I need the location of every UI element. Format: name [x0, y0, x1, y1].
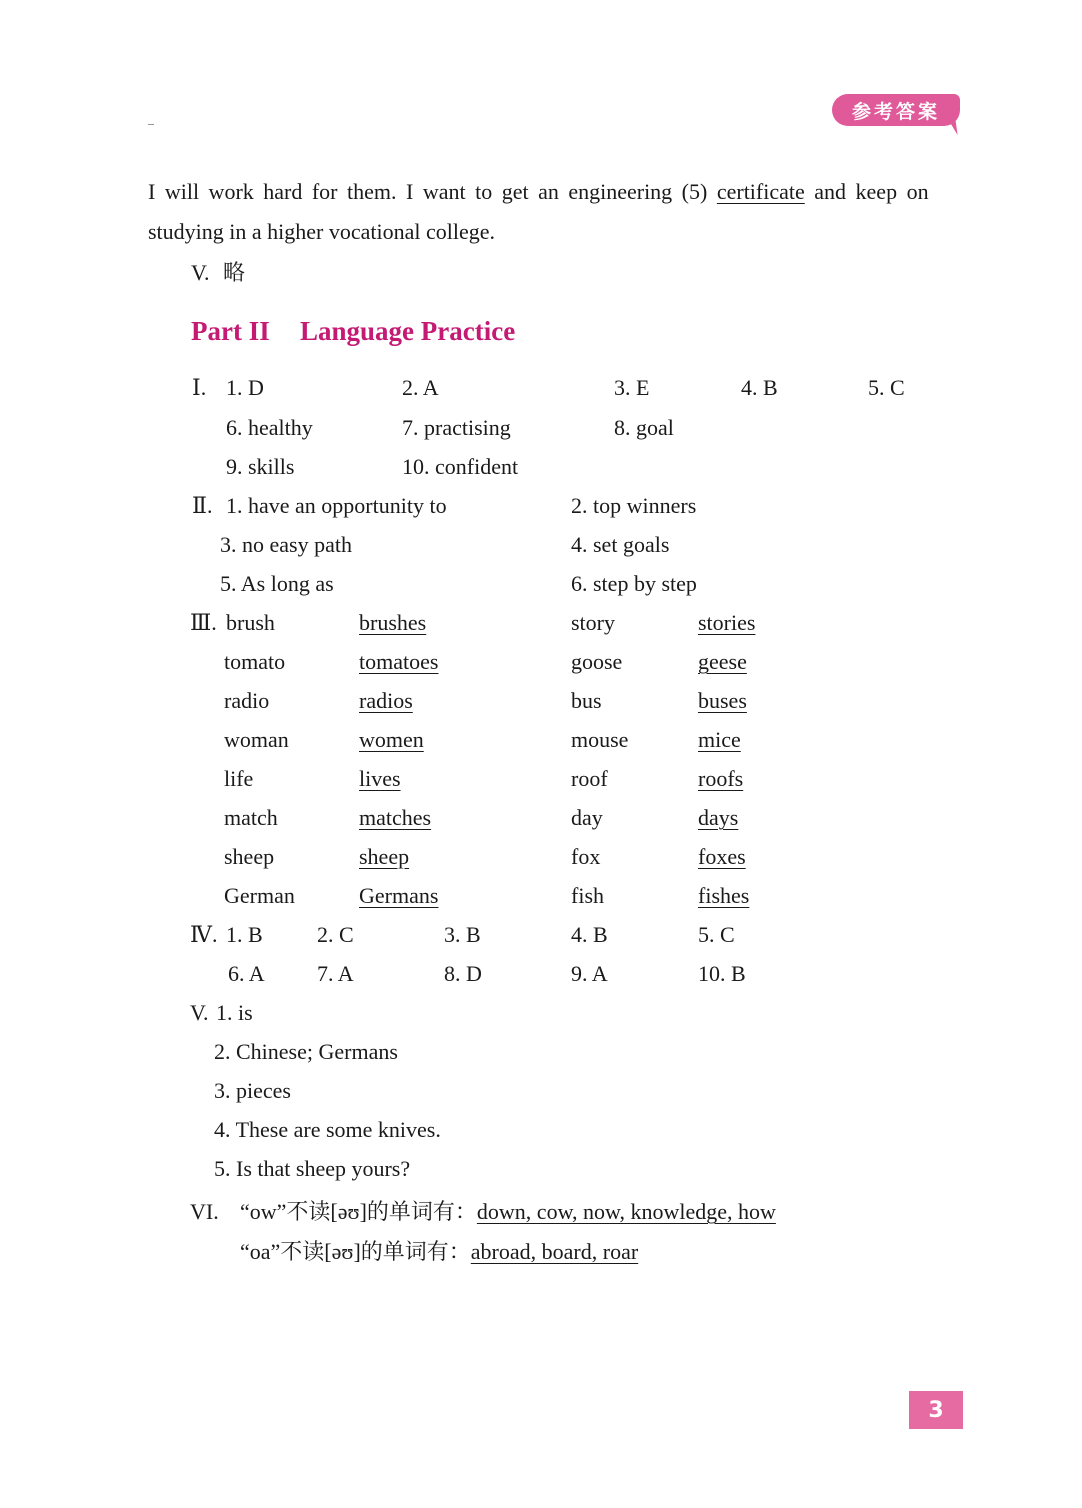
s3-plural: roofs [698, 766, 744, 791]
s3-plural: fishes [698, 883, 750, 908]
s3-word: goose [571, 649, 623, 674]
s4-answer: 8. D [444, 961, 482, 986]
s6-prefix: “oa”不读[əʊ]的单词有： [240, 1239, 471, 1264]
s2-answer: 5. As long as [220, 571, 334, 596]
passage-text-before: I will work hard for them. I want to get an engineering (5) [148, 179, 717, 204]
s4-answer: 9. A [571, 961, 608, 986]
s1-answer: 7. practising [402, 415, 511, 440]
section-5-label: V. [190, 1000, 209, 1025]
s2-answer: 2. top winners [571, 493, 697, 518]
s4-answer: 4. B [571, 922, 608, 947]
passage-line-1 [148, 181, 929, 203]
section-v-top-label: V. [191, 260, 210, 285]
s3-word: brush [226, 610, 275, 635]
s3-word: woman [224, 727, 289, 752]
s5-answer: 1. is [216, 1000, 253, 1025]
s5-answer: 3. pieces [214, 1078, 291, 1103]
s5-answer: 5. Is that sheep yours? [214, 1156, 411, 1181]
s3-word: bus [571, 688, 602, 713]
s4-answer: 10. B [698, 961, 746, 986]
s3-word: fox [571, 844, 601, 869]
s3-plural: brushes [359, 610, 427, 635]
s4-answer: 5. C [698, 922, 735, 947]
section-1-label: Ⅰ. [192, 375, 207, 400]
section-2-label: Ⅱ. [192, 493, 213, 518]
s3-plural: days [698, 805, 739, 830]
s1-answer: 1. D [226, 375, 264, 400]
s3-word: day [571, 805, 603, 830]
s3-plural: radios [359, 688, 413, 713]
s4-answer: 7. A [317, 961, 354, 986]
s3-plural: foxes [698, 844, 746, 869]
s2-answer: 1. have an opportunity to [226, 493, 447, 518]
s6-line-2 [240, 1241, 638, 1263]
s3-word: roof [571, 766, 608, 791]
s4-answer: 6. A [228, 961, 265, 986]
s1-answer: 6. healthy [226, 415, 313, 440]
s3-plural: women [359, 727, 424, 752]
s1-answer: 9. skills [226, 454, 295, 479]
s2-answer: 4. set goals [571, 532, 670, 557]
s5-answer: 4. These are some knives. [214, 1117, 441, 1142]
s5-answer: 2. Chinese; Germans [214, 1039, 398, 1064]
section-3-label: Ⅲ. [190, 610, 217, 635]
part-heading-number: Part II [191, 316, 270, 346]
section-4-label: Ⅳ. [190, 922, 218, 947]
answer-key-badge: 参考答案 [832, 94, 960, 126]
section-6-label: VI. [190, 1199, 219, 1224]
s4-answer: 2. C [317, 922, 354, 947]
s3-plural: lives [359, 766, 401, 791]
s3-word: fish [571, 883, 604, 908]
s3-word: German [224, 883, 295, 908]
s1-answer: 2. A [402, 375, 439, 400]
passage-text-after: and keep on [804, 179, 929, 204]
s3-word: sheep [224, 844, 275, 869]
part-heading-title: Language Practice [300, 316, 516, 346]
section-v-top-text: 略 [223, 260, 246, 285]
s3-plural: sheep [359, 844, 410, 869]
s4-answer: 3. B [444, 922, 481, 947]
s3-plural: Germans [359, 883, 439, 908]
s3-plural: stories [698, 610, 756, 635]
s2-answer: 6. step by step [571, 571, 697, 596]
s1-answer: 8. goal [614, 415, 674, 440]
s1-answer: 10. confident [402, 454, 519, 479]
passage-line-2: studying in a higher vocational college. [148, 219, 496, 244]
s4-answer: 1. B [226, 922, 263, 947]
s2-answer: 3. no easy path [220, 532, 352, 557]
passage-answer: certificate [716, 179, 805, 204]
s3-plural: geese [698, 649, 747, 674]
s3-word: life [224, 766, 254, 791]
header-mark [148, 124, 154, 125]
s3-plural: mice [698, 727, 741, 752]
s6-answer: down, cow, now, knowledge, how [476, 1199, 776, 1224]
s6-line-1 [240, 1201, 776, 1223]
page-number: 3 [909, 1391, 963, 1429]
s6-answer: abroad, board, roar [470, 1239, 639, 1264]
s1-answer: 3. E [614, 375, 650, 400]
s3-word: match [224, 805, 278, 830]
s3-word: story [571, 610, 615, 635]
s1-answer: 4. B [741, 375, 778, 400]
s1-answer: 5. C [868, 375, 905, 400]
s3-word: mouse [571, 727, 629, 752]
s3-plural: buses [698, 688, 747, 713]
s6-prefix: “ow”不读[əʊ]的单词有： [240, 1199, 477, 1224]
s3-word: radio [224, 688, 270, 713]
s3-word: tomato [224, 649, 286, 674]
s3-plural: matches [359, 805, 432, 830]
s3-plural: tomatoes [359, 649, 439, 674]
